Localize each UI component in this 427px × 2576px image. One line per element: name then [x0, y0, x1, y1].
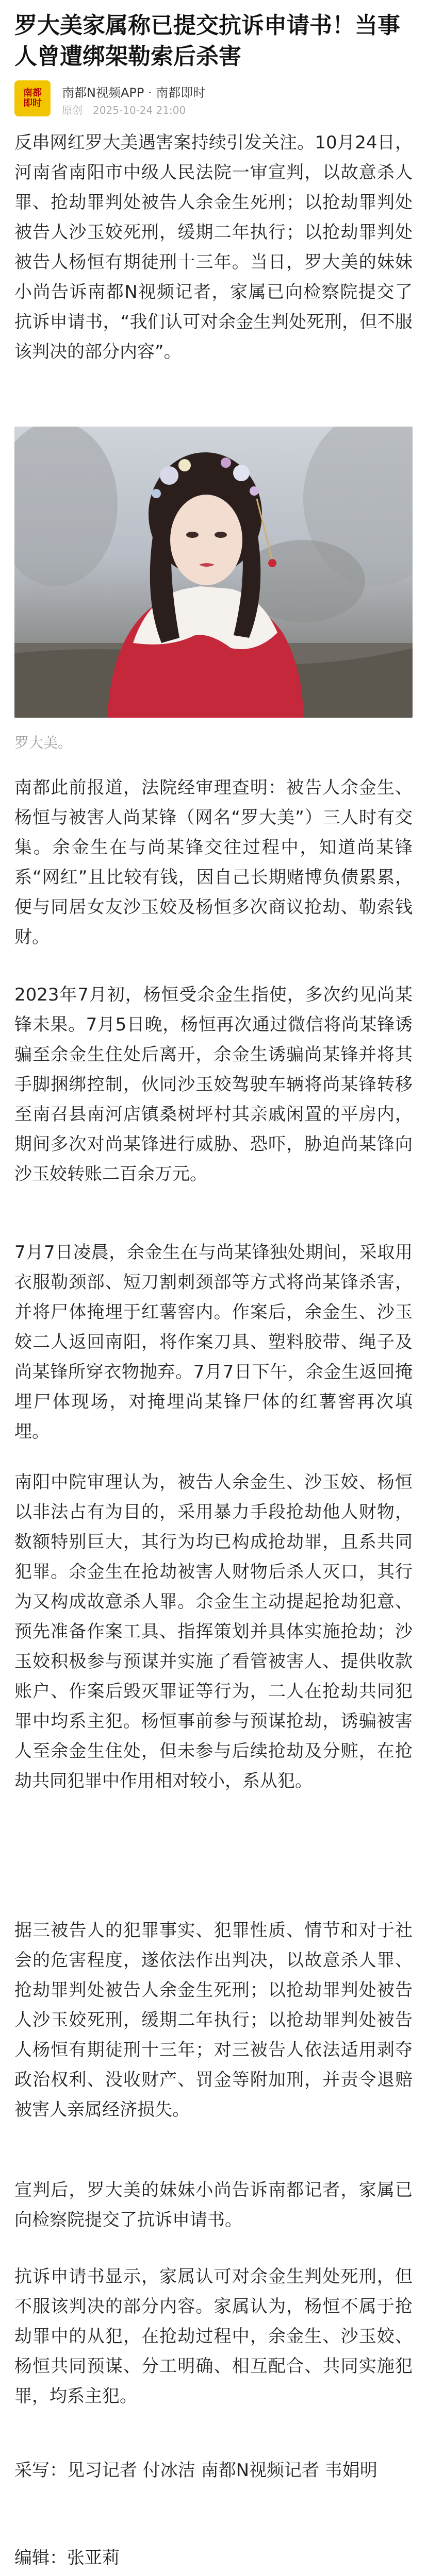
- paragraph-7: 宣判后，罗大美的妹妹小尚告诉南都记者，家属已向检察院提交了抗诉申请书。: [14, 2180, 413, 2230]
- paragraph-8: 抗诉申请书显示，家属认可对余金生判处死刑，但不服该判决的部分内容。家属认为，杨恒不属于抢劫罪中的从犯，在抢劫过程中，余金生、沙玉姣、杨恒共同预谋、分工明确、相互配合、共同实施犯罪，均系主犯。: [14, 2266, 413, 2406]
- article-credits: 采写：见习记者 付冰洁 南都N视频记者 韦娟明: [14, 2460, 377, 2481]
- paragraph-1: 反串网红罗大美遇害案持续引发关注。10月24日，河南省南阳市中级人民法院一审宣判，以故意杀人罪、抢劫罪判处被告人余金生死刑；以抢劫罪判处被告人沙玉姣死刑，缓期二年执行；以抢劫罪判处被告人杨恒有期徒刑十三年。当日，罗大美的妹妹小尚告诉南都N视频记者，家属已向检察院提交了抗诉申请书，“我们认可对余金生判处死刑，但不服该判决的部分内容”。: [14, 132, 413, 362]
- original-badge: 原创: [62, 104, 83, 116]
- photo-caption: 罗大美。: [14, 734, 73, 751]
- publish-date: 2025-10-24 21:00: [93, 104, 186, 116]
- paragraph-4: 7月7日凌晨，余金生在与尚某锋独处期间，采取用衣服勒颈部、短刀割刺颈部等方式将尚某锋杀害，并将尸体掩埋于红薯窖内。作案后，余金生、沙玉姣二人返回南阳，将作案刀具、塑料胶带、绳子及尚某锋所穿衣物抛弃。7月7日下午，余金生返回掩埋尸体现场，对掩埋尚某锋尸体的红薯窖再次填埋。: [14, 1242, 413, 1442]
- article-title: 罗大美家属称已提交抗诉申请书！当事人曾遭绑架勒索后杀害: [14, 12, 400, 70]
- paragraph-5: 南阳中院审理认为，被告人余金生、沙玉姣、杨恒以非法占有为目的，采用暴力手段抢劫他人财物，数额特别巨大，其行为均已构成抢劫罪，且系共同犯罪。余金生在抢劫被害人财物后杀人灭口，其行为又构成故意杀人罪。余金生主动提起抢劫犯意、预先准备作案工具、指挥策划并具体实施抢劫；沙玉姣积极参与预谋并实施了看管被害人、提供收款账户、作案后毁灭罪证等行为，二人在抢劫共同犯罪中均系主犯。杨恒事前参与预谋抢劫，诱骗被害人至余金生住处，但未参与后续抢劫及分赃，在抢劫共同犯罪中作用相对较小，系从犯。: [14, 1472, 413, 1791]
- article-photo[interactable]: [14, 427, 413, 718]
- publisher-name[interactable]: 南都N视频APP · 南都即时: [62, 86, 206, 100]
- paragraph-6: 据三被告人的犯罪事实、犯罪性质、情节和对于社会的危害程度，遂依法作出判决，以故意杀人罪、抢劫罪判处被告人余金生死刑；以抢劫罪判处被告人沙玉姣死刑，缓期二年执行；以抢劫罪判处被告人杨恒有期徒刑十三年；对三被告人依法适用剥夺政治权利、没收财产、罚金等附加刑，并责令退赔被害人亲属经济损失。: [14, 1920, 413, 2120]
- paragraph-2: 南都此前报道，法院经审理查明：被告人余金生、杨恒与被害人尚某锋（网名“罗大美”）三人时有交集。余金生在与尚某锋交往过程中，知道尚某锋系“网红”且比较有钱，因自己长期赌博负债累累，便与同居女友沙玉姣及杨恒多次商议抢劫、勒索钱财。: [14, 777, 413, 947]
- author-row[interactable]: [14, 80, 413, 120]
- paragraph-3: 2023年7月初，杨恒受余金生指使，多次约见尚某锋未果。7月5日晚，杨恒再次通过微信将尚某锋诱骗至余金生住处后离开，余金生诱骗尚某锋并将其手脚捆绑控制，伙同沙玉姣驾驶车辆将尚某锋转移至南召县南河店镇桑树坪村其亲戚闲置的平房内，期间多次对尚某锋进行威胁、恐吓，胁迫尚某锋向沙玉姣转账二百余万元。: [14, 985, 413, 1184]
- publisher-avatar-text: 南都即时: [23, 88, 42, 109]
- article-editor: 编辑：张亚莉: [14, 2548, 120, 2568]
- publish-meta: [62, 102, 186, 117]
- photo-illustration: [14, 427, 413, 718]
- publisher-avatar[interactable]: [14, 80, 51, 116]
